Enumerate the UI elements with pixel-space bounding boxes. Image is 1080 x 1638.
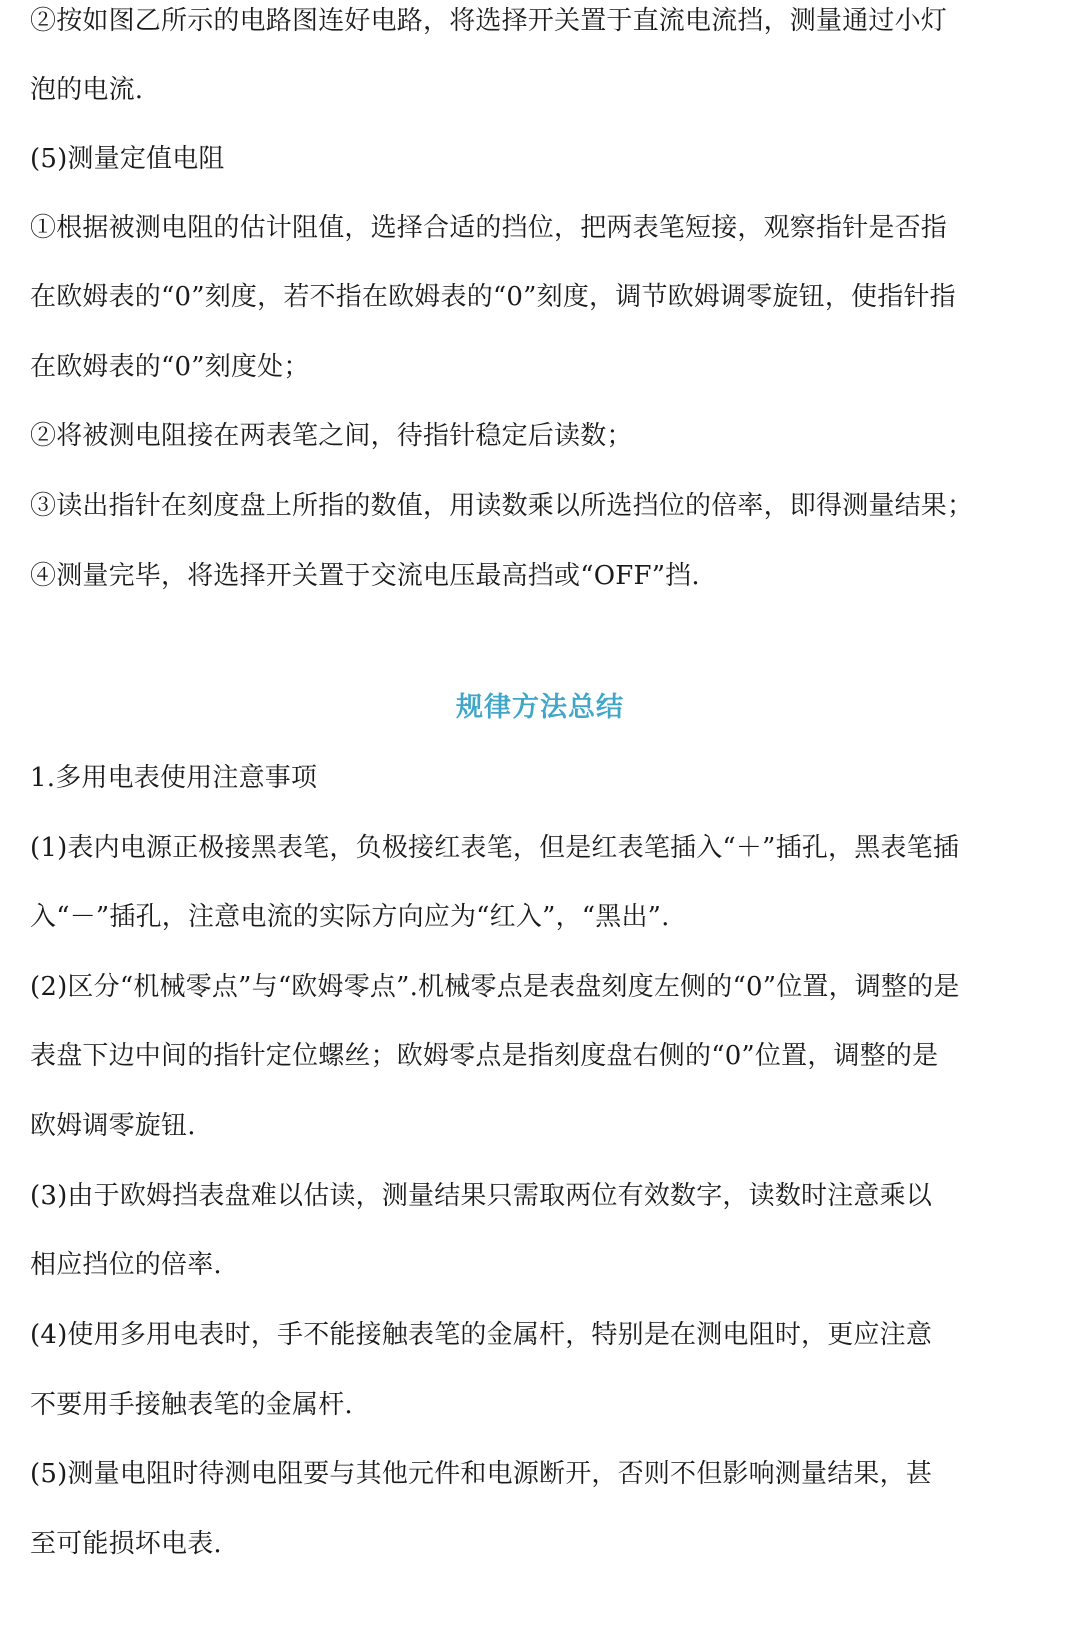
summary-line-2: (1)表内电源正极接黑表笔，负极接红表笔，但是红表笔插入“＋”插孔，黑表笔插 xyxy=(30,833,960,863)
summary-line-1: 1.多用电表使用注意事项 xyxy=(30,763,318,793)
summary-line-8: 相应挡位的倍率. xyxy=(30,1250,222,1280)
summary-line-11: (5)测量电阻时待测电阻要与其他元件和电源断开，否则不但影响测量结果，甚 xyxy=(30,1459,933,1489)
text-line-6: 在欧姆表的“0”刻度处； xyxy=(30,352,310,382)
summary-line-5: 表盘下边中间的指针定位螺丝；欧姆零点是指刻度盘右侧的“0”位置，调整的是 xyxy=(30,1041,939,1071)
summary-heading: 规律方法总结 xyxy=(456,692,624,723)
summary-line-10: 不要用手接触表笔的金属杆. xyxy=(30,1390,353,1420)
text-line-5: 在欧姆表的“0”刻度，若不指在欧姆表的“0”刻度，调节欧姆调零旋钮，使指针指 xyxy=(30,282,956,312)
summary-line-9: (4)使用多用电表时，手不能接触表笔的金属杆，特别是在测电阻时，更应注意 xyxy=(30,1320,933,1350)
section-title-measure-resistor: (5)测量定值电阻 xyxy=(30,144,225,174)
summary-line-4: (2)区分“机械零点”与“欧姆零点”.机械零点是表盘刻度左侧的“0”位置，调整的是 xyxy=(30,972,960,1002)
summary-line-7: (3)由于欧姆挡表盘难以估读，测量结果只需取两位有效数字，读数时注意乘以 xyxy=(30,1181,933,1211)
text-line-2: 泡的电流. xyxy=(30,75,144,105)
summary-line-6: 欧姆调零旋钮. xyxy=(30,1111,196,1141)
summary-line-12: 至可能损坏电表. xyxy=(30,1529,222,1559)
text-line-9: ④测量完毕，将选择开关置于交流电压最高挡或“OFF”挡. xyxy=(30,561,700,591)
summary-line-3: 入“－”插孔，注意电流的实际方向应为“红入”，“黑出”. xyxy=(30,902,670,932)
text-line-4: ①根据被测电阻的估计阻值，选择合适的挡位，把两表笔短接，观察指针是否指 xyxy=(30,213,948,243)
text-line-1: ②按如图乙所示的电路图连好电路，将选择开关置于直流电流挡，测量通过小灯 xyxy=(30,6,948,36)
text-line-7: ②将被测电阻接在两表笔之间，待指针稳定后读数； xyxy=(30,421,633,451)
text-line-8: ③读出指针在刻度盘上所指的数值，用读数乘以所选挡位的倍率，即得测量结果； xyxy=(30,491,974,521)
